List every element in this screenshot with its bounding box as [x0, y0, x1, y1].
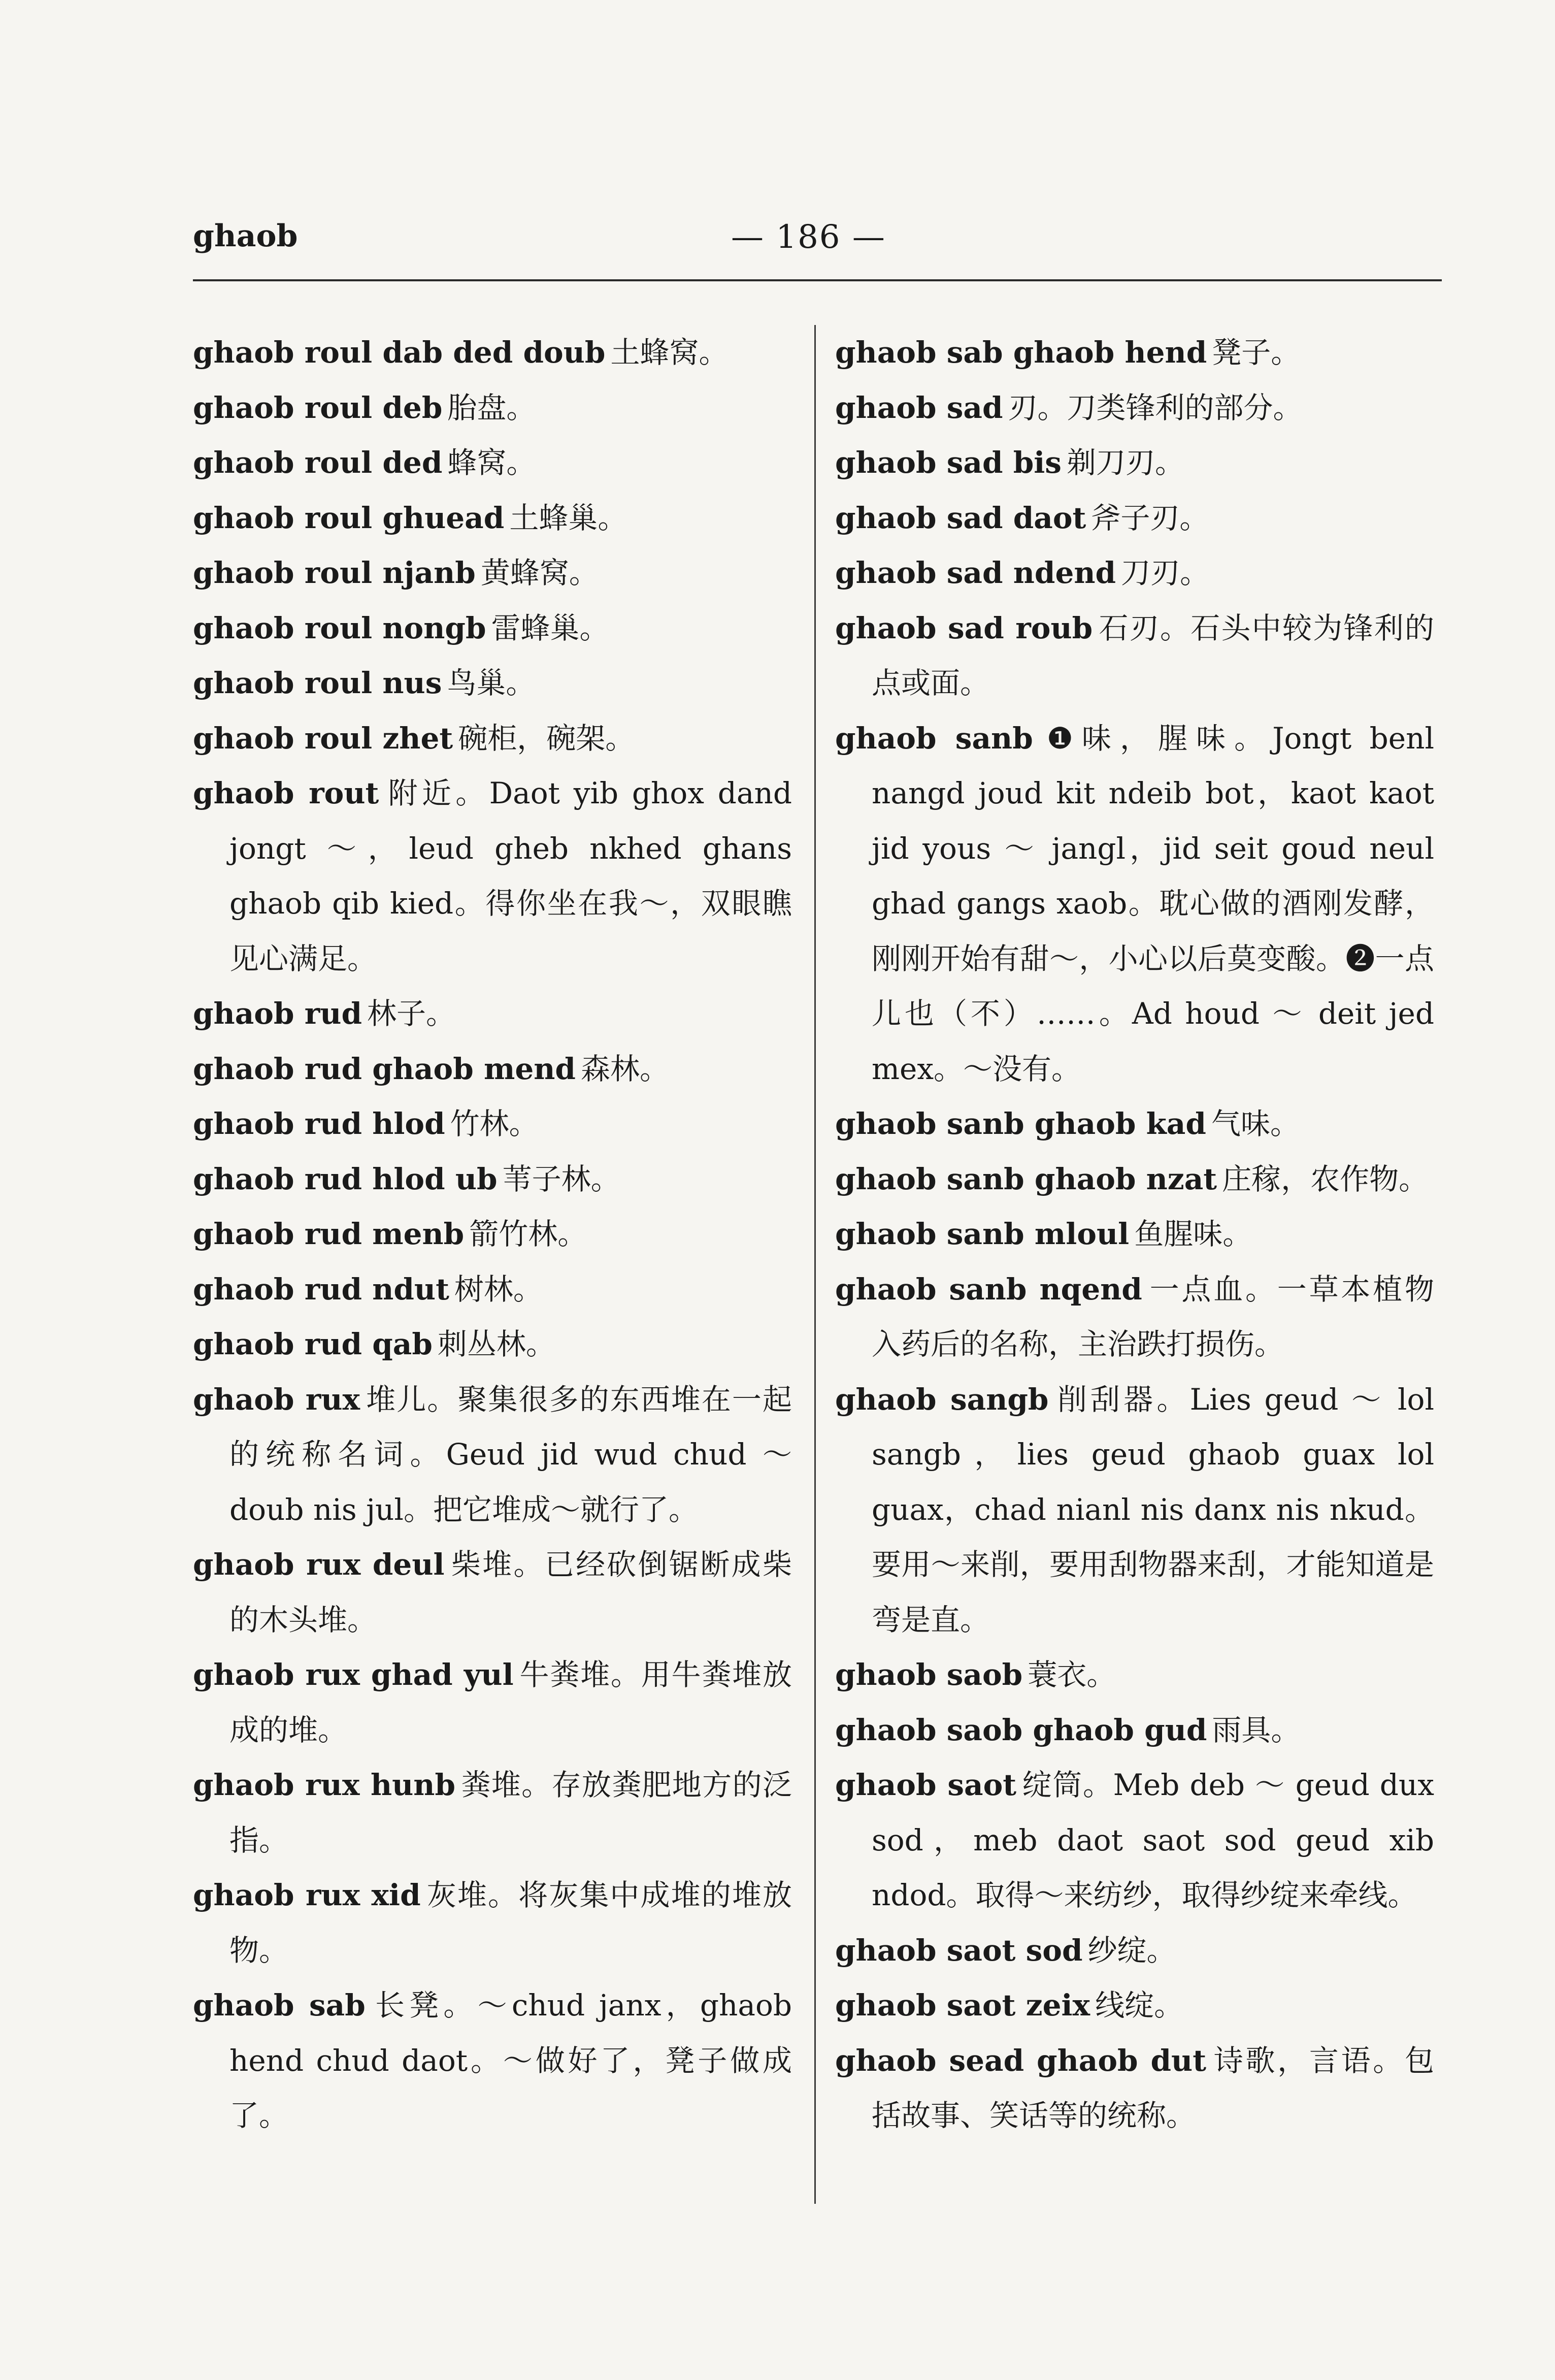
entry-definition: 刺丛林。: [437, 1327, 555, 1361]
dictionary-entry: [193, 1372, 792, 1538]
header-headword: ghaob: [193, 218, 298, 254]
entry-definition: 线绽。: [1095, 1988, 1184, 2023]
entry-headword: ghaob sad bis: [835, 445, 1062, 480]
dictionary-entry: [193, 380, 792, 436]
entry-headword: ghaob sanb: [835, 721, 1033, 756]
entry-headword: ghaob rud menb: [193, 1217, 465, 1251]
page-number: — 186 —: [731, 218, 886, 256]
entry-definition: 纱绽。: [1087, 1933, 1176, 1968]
entry-definition: 石刃。石头中较为锋利的点或面。: [872, 610, 1434, 700]
dictionary-entry: [835, 1703, 1434, 1758]
entry-definition: 一点血。一草本植物入药后的名称，主治跌打损伤。: [872, 1271, 1434, 1361]
entry-headword: ghaob rux deul: [193, 1547, 445, 1582]
dictionary-entry: [835, 711, 1434, 1097]
entry-definition: 长凳。～chud janx，ghaob hend chud daot。～做好了，凳子做成了。: [229, 1988, 792, 2133]
entry-headword: ghaob sangb: [835, 1382, 1049, 1417]
dictionary-entry: [835, 1207, 1434, 1262]
dictionary-entry: [193, 1262, 792, 1317]
entry-headword: ghaob saot sod: [835, 1933, 1083, 1968]
entry-definition: 土蜂窝。: [610, 335, 729, 370]
dictionary-entry: [193, 1096, 792, 1152]
entry-definition: 灰堆。将灰集中成堆的堆放物。: [229, 1878, 792, 1968]
entry-definition: 粪堆。存放粪肥地方的泛指。: [229, 1768, 792, 1857]
dictionary-entry: [193, 1647, 792, 1757]
dictionary-entry: [835, 545, 1434, 601]
entry-definition: 树林。: [454, 1271, 543, 1307]
entry-definition: 诗歌，言语。包括故事、笑话等的统称。: [872, 2043, 1434, 2133]
entry-definition: 碗柜，碗架。: [458, 721, 635, 756]
dictionary-entry: [193, 656, 792, 711]
dictionary-entry: [193, 491, 792, 546]
entry-definition: 黄蜂窝。: [480, 556, 599, 590]
entry-headword: ghaob sad roub: [835, 610, 1093, 645]
entry-headword: ghaob roul ghuead: [193, 500, 505, 535]
entry-headword: ghaob rux: [193, 1382, 360, 1417]
entry-headword: ghaob saob: [835, 1657, 1023, 1692]
entry-headword: ghaob roul zhet: [193, 721, 453, 756]
dictionary-entry: [193, 545, 792, 601]
dictionary-entry: [193, 1317, 792, 1372]
dictionary-entry: [193, 711, 792, 766]
entry-definition: 剃刀刃。: [1066, 445, 1184, 480]
entry-definition: 雷蜂巢。: [491, 610, 609, 645]
entry-definition: 堆儿。聚集很多的东西堆在一起的统称名词。Geud jid wud chud ～ doub nis jul。把它堆成～就行了。: [229, 1382, 792, 1527]
entry-definition: 箭竹林。: [469, 1217, 587, 1251]
dictionary-entry: [835, 1152, 1434, 1207]
entry-definition: 附近。Daot yib ghox dand jongt ～，leud gheb nkhed ghans ghaob qib kied。得你坐在我～，双眼瞧见心满足。: [229, 776, 792, 976]
entry-definition: 庄稼，农作物。: [1222, 1161, 1429, 1196]
entry-headword: ghaob sanb mloul: [835, 1217, 1130, 1251]
dictionary-entry: [193, 1978, 792, 2143]
entry-definition: 蓑衣。: [1028, 1657, 1116, 1692]
dictionary-entry: [193, 1152, 792, 1207]
entry-headword: ghaob rux hunb: [193, 1768, 456, 1802]
entry-headword: ghaob rud qab: [193, 1327, 433, 1361]
dictionary-entry: [193, 1757, 792, 1868]
dictionary-entry: [835, 1096, 1434, 1152]
entry-headword: ghaob sad ndend: [835, 556, 1116, 590]
entry-definition: 削刮器。Lies geud ～ lol sangb，lies geud ghaob guax lol guax，chad nianl nis danx nis nkud。要用～来削，要用刮物器来刮，才能知道是弯是直。: [872, 1382, 1434, 1637]
dictionary-entry: [835, 601, 1434, 711]
dictionary-entry: [193, 1041, 792, 1097]
entry-definition: ❶味，腥味。Jongt benl nangd joud kit ndeib bot，kaot kaot jid yous ～ jangl，jid seit goud neul ghad gangs xaob。耽心做的酒刚发酵，刚刚开始有甜～，小心以后莫变酸。❷一点儿也（不）……。Ad houd ～ deit jed mex。～没有。: [872, 721, 1435, 1086]
entry-headword: ghaob rud hlod ub: [193, 1161, 498, 1196]
dictionary-entry: [193, 1207, 792, 1262]
entry-definition: 林子。: [367, 996, 456, 1031]
entry-definition: 气味。: [1211, 1106, 1300, 1141]
dictionary-entry: [835, 2033, 1434, 2143]
entry-headword: ghaob rud ndut: [193, 1271, 449, 1307]
dictionary-entry: [193, 601, 792, 656]
entry-headword: ghaob rux xid: [193, 1878, 421, 1912]
dictionary-entry: [835, 1647, 1434, 1703]
entry-headword: ghaob roul ded: [193, 445, 443, 480]
entry-definition: 鱼腥味。: [1134, 1217, 1252, 1251]
entry-headword: ghaob saot zeix: [835, 1988, 1090, 2023]
entry-definition: 土蜂巢。: [509, 500, 627, 535]
entry-headword: ghaob rud: [193, 996, 362, 1031]
dictionary-entry: [835, 380, 1434, 436]
entry-headword: ghaob sab: [193, 1988, 366, 2023]
entry-headword: ghaob rux ghad yul: [193, 1657, 514, 1692]
entry-headword: ghaob rud hlod: [193, 1106, 445, 1141]
entry-definition: 斧子刃。: [1091, 500, 1209, 535]
entry-headword: ghaob sead ghaob dut: [835, 2043, 1207, 2078]
entry-definition: 凳子。: [1212, 335, 1301, 370]
left-column: [193, 325, 792, 2143]
entry-definition: 鸟巢。: [447, 666, 536, 700]
entry-headword: ghaob sad daot: [835, 500, 1086, 535]
entry-headword: ghaob rud ghaob mend: [193, 1051, 576, 1086]
dictionary-entry: [835, 325, 1434, 380]
entry-headword: ghaob saot: [835, 1768, 1017, 1802]
dictionary-entry: [193, 766, 792, 986]
entry-headword: ghaob roul dab ded doub: [193, 335, 606, 370]
entry-headword: ghaob rout: [193, 776, 379, 810]
entry-headword: ghaob sab ghaob hend: [835, 335, 1207, 370]
header-rule: [193, 279, 1442, 281]
entry-headword: ghaob roul njanb: [193, 556, 476, 590]
entry-headword: ghaob roul nongb: [193, 610, 486, 645]
entry-definition: 绽筒。Meb deb ～ geud dux sod，meb daot saot sod geud xib ndod。取得～来纺纱，取得纱绽来牵线。: [872, 1768, 1434, 1912]
entry-definition: 牛粪堆。用牛粪堆放成的堆。: [229, 1657, 792, 1747]
dictionary-entry: [835, 491, 1434, 546]
column-divider: [814, 325, 816, 2204]
dictionary-entry: [835, 1978, 1434, 2033]
entry-headword: ghaob roul deb: [193, 390, 443, 425]
entry-definition: 森林。: [580, 1051, 669, 1086]
dictionary-entry: [193, 986, 792, 1041]
dictionary-entry: [193, 1868, 792, 1978]
dictionary-entry: [193, 435, 792, 491]
entry-definition: 蜂窝。: [447, 445, 536, 480]
entry-headword: ghaob sad: [835, 390, 1003, 425]
entry-definition: 刀刃。: [1121, 556, 1210, 590]
entry-definition: 雨具。: [1212, 1712, 1301, 1747]
dictionary-entry: [193, 325, 792, 380]
entry-headword: ghaob sanb ghaob kad: [835, 1106, 1206, 1141]
dictionary-entry: [835, 1262, 1434, 1372]
right-column: [835, 325, 1434, 2143]
entry-headword: ghaob sanb ghaob nzat: [835, 1161, 1217, 1196]
dictionary-entry: [193, 1537, 792, 1647]
entry-headword: ghaob sanb nqend: [835, 1271, 1142, 1307]
entry-definition: 柴堆。已经砍倒锯断成柴的木头堆。: [229, 1547, 792, 1637]
dictionary-entry: [835, 1757, 1434, 1923]
entry-definition: 苇子林。: [502, 1161, 620, 1196]
entry-headword: ghaob saob ghaob gud: [835, 1712, 1207, 1747]
entry-definition: 刃。刀类锋利的部分。: [1008, 390, 1303, 425]
dictionary-entry: [835, 435, 1434, 491]
entry-headword: ghaob roul nus: [193, 666, 442, 700]
dictionary-entry: [835, 1923, 1434, 1978]
dictionary-entry: [835, 1372, 1434, 1648]
entry-definition: 竹林。: [450, 1106, 539, 1141]
running-header: [193, 218, 1442, 269]
entry-definition: 胎盘。: [447, 390, 536, 425]
